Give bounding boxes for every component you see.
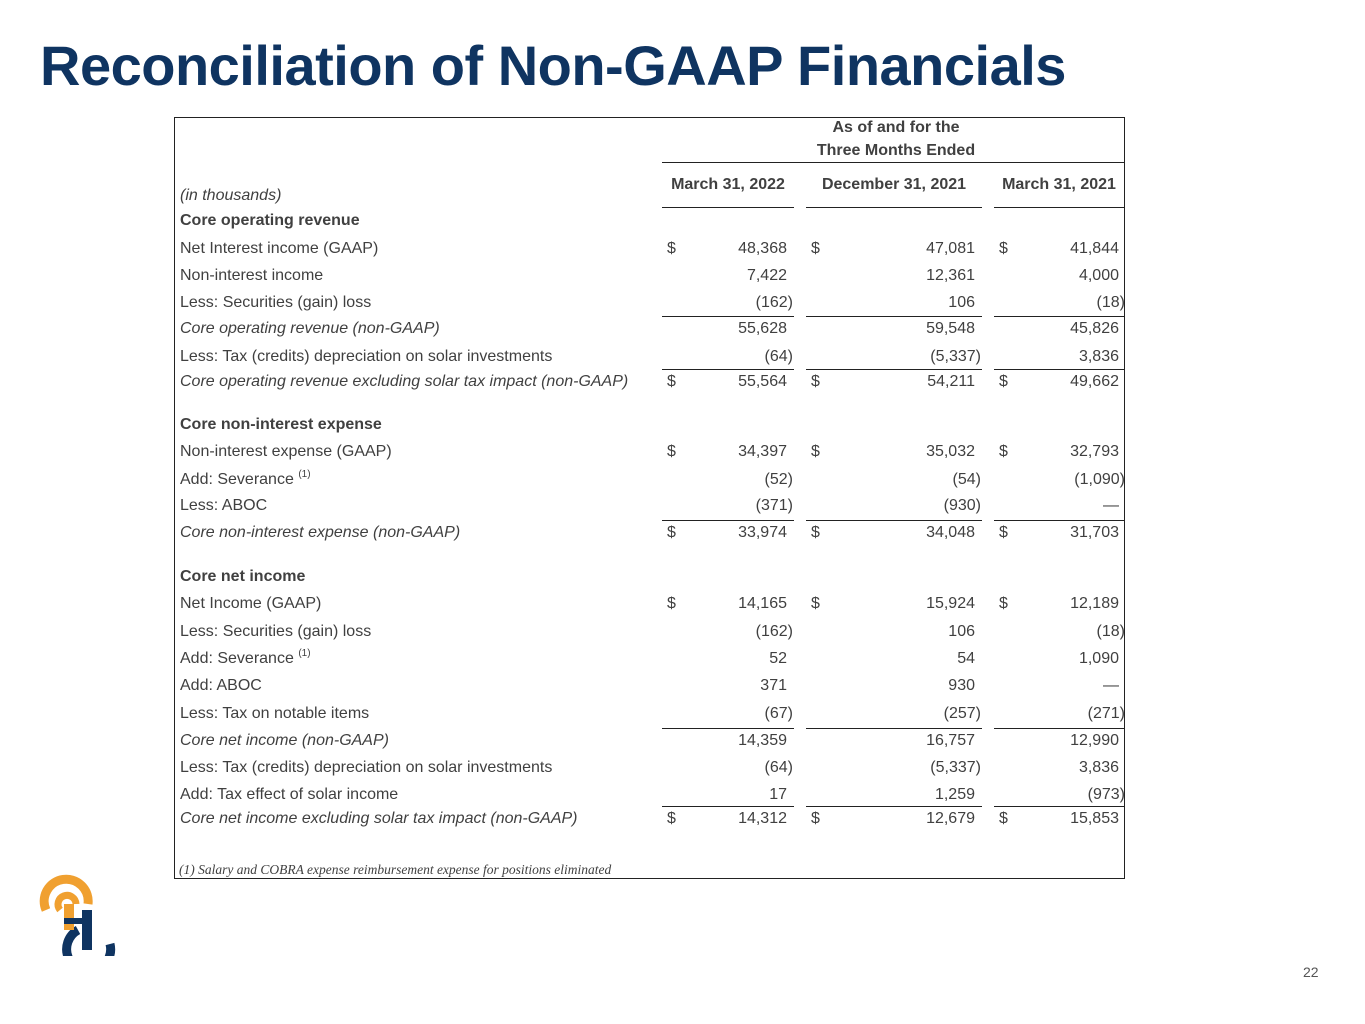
units-label: (in thousands) — [180, 187, 282, 204]
value-cell: (18) — [1096, 294, 1125, 311]
column-header: March 31, 2022 — [671, 176, 785, 193]
section-heading: Core operating revenue — [180, 212, 360, 229]
subtotal-rule — [806, 806, 982, 807]
row-label-text: Less: Securities (gain) loss — [180, 294, 372, 311]
value-cell: 14,312 — [738, 810, 787, 827]
value-cell: 55,628 — [738, 320, 787, 337]
row-label — [180, 241, 378, 257]
dollar-sign: $ — [667, 595, 676, 612]
row-label — [180, 321, 440, 337]
value-cell: (5,337) — [930, 348, 981, 365]
row-label-text: Core net income excluding solar tax impact (non-GAAP) — [180, 810, 578, 827]
dollar-sign: $ — [811, 524, 820, 541]
row-label-text: Add: Severance — [180, 471, 294, 488]
value-cell: 14,359 — [738, 732, 787, 749]
footnote: (1) Salary and COBRA expense reimbursement expense for positions eliminated — [179, 862, 612, 877]
column-group-header: As of and for the — [832, 119, 960, 136]
column-header-rule — [994, 207, 1125, 208]
row-label — [180, 787, 398, 803]
subtotal-rule — [994, 728, 1125, 729]
value-cell: 12,189 — [1070, 595, 1119, 612]
value-cell: 4,000 — [1078, 267, 1119, 284]
row-label — [180, 295, 371, 311]
subtotal-rule — [806, 316, 982, 317]
value-cell: 47,081 — [926, 240, 975, 257]
value-cell: 14,165 — [738, 595, 787, 612]
value-cell: 15,853 — [1070, 810, 1119, 827]
value-cell: 34,048 — [926, 524, 975, 541]
subtotal-rule — [662, 728, 794, 729]
row-label — [180, 811, 578, 827]
subtotal-rule — [994, 316, 1125, 317]
subtotal-rule — [994, 520, 1125, 521]
dollar-sign: $ — [999, 373, 1008, 390]
value-cell: (930) — [943, 497, 981, 514]
row-label — [180, 624, 371, 640]
footnote-marker: (1) — [298, 469, 311, 480]
subtotal-rule — [662, 520, 794, 521]
value-cell: (257) — [943, 705, 981, 722]
row-label-text: Net Interest income (GAAP) — [180, 240, 379, 257]
value-cell: 33,974 — [738, 524, 787, 541]
row-label — [180, 268, 323, 284]
row-label — [180, 525, 460, 541]
value-cell: 106 — [948, 623, 975, 640]
value-cell: 1,259 — [934, 786, 975, 803]
section-heading: Core net income — [180, 568, 306, 585]
dollar-sign: $ — [811, 443, 820, 460]
row-label-text: Add: Severance — [180, 650, 294, 667]
row-label-text: Add: ABOC — [180, 677, 262, 694]
row-label — [180, 498, 267, 514]
column-header: March 31, 2021 — [1002, 176, 1116, 193]
value-cell: (162) — [755, 623, 793, 640]
dollar-sign: $ — [811, 810, 820, 827]
value-cell: 54,211 — [927, 373, 975, 390]
row-label-text: Core net income (non-GAAP) — [180, 732, 389, 749]
subtotal-rule — [994, 806, 1125, 807]
section-heading: Core non-interest expense — [180, 416, 382, 433]
value-cell: 59,548 — [926, 320, 975, 337]
value-cell: 31,703 — [1070, 524, 1119, 541]
row-label-text: Add: Tax effect of solar income — [180, 786, 399, 803]
dollar-sign: $ — [999, 595, 1008, 612]
value-cell: 3,836 — [1078, 348, 1119, 365]
row-label-text: Less: Securities (gain) loss — [180, 623, 372, 640]
dollar-sign: $ — [667, 373, 676, 390]
dollar-sign: $ — [667, 524, 676, 541]
row-label-text: Less: Tax (credits) depreciation on solar investments — [180, 759, 553, 776]
value-cell: 371 — [760, 677, 787, 694]
value-cell: (973) — [1087, 786, 1125, 803]
value-cell: 12,361 — [926, 267, 975, 284]
row-label — [180, 596, 321, 612]
subtotal-rule — [662, 806, 794, 807]
row-label — [180, 469, 311, 488]
row-label — [180, 760, 552, 776]
bank-logo-icon — [38, 874, 120, 956]
value-cell: 41,844 — [1070, 240, 1119, 257]
page-title: Reconciliation of Non-GAAP Financials — [40, 34, 1066, 97]
value-cell: 7,422 — [746, 267, 787, 284]
value-cell: (64) — [764, 759, 793, 776]
value-cell: (5,337) — [930, 759, 981, 776]
subtotal-rule — [994, 369, 1125, 370]
row-label-text: Less: ABOC — [180, 497, 268, 514]
value-cell: (1,090) — [1074, 471, 1125, 488]
subtotal-rule — [806, 520, 982, 521]
value-cell: 12,990 — [1070, 732, 1119, 749]
subtotal-rule — [806, 369, 982, 370]
value-cell: (64) — [764, 348, 793, 365]
column-header-rule — [806, 207, 982, 208]
dollar-sign: $ — [811, 240, 820, 257]
value-cell: 54 — [957, 650, 975, 667]
value-cell: (162) — [755, 294, 793, 311]
row-label-text: Core operating revenue (non-GAAP) — [180, 320, 440, 337]
dollar-sign: $ — [667, 240, 676, 257]
column-header: December 31, 2021 — [821, 176, 967, 193]
row-label-text: Less: Tax on notable items — [180, 705, 370, 722]
value-cell: 34,397 — [738, 443, 787, 460]
subtotal-rule — [662, 316, 794, 317]
dollar-sign: $ — [999, 524, 1008, 541]
value-cell: (54) — [952, 471, 981, 488]
row-label-text: Net Income (GAAP) — [180, 595, 322, 612]
value-cell: — — [1103, 677, 1119, 694]
dollar-sign: $ — [811, 595, 820, 612]
header-group-rule — [662, 162, 1125, 163]
dollar-sign: $ — [667, 810, 676, 827]
row-label — [180, 733, 389, 749]
value-cell: (18) — [1096, 623, 1125, 640]
row-label-text: Core non-interest expense (non-GAAP) — [180, 524, 461, 541]
value-cell: 12,679 — [926, 810, 975, 827]
value-cell: 930 — [948, 677, 975, 694]
value-cell: 3,836 — [1078, 759, 1119, 776]
row-label-text: Less: Tax (credits) depreciation on solar investments — [180, 348, 553, 365]
column-group-header: Three Months Ended — [816, 142, 976, 159]
dollar-sign: $ — [999, 240, 1008, 257]
value-cell: 17 — [769, 786, 787, 803]
row-label — [180, 349, 552, 365]
value-cell: 15,924 — [926, 595, 975, 612]
value-cell: — — [1103, 497, 1119, 514]
row-label — [180, 374, 628, 390]
value-cell: 32,793 — [1070, 443, 1119, 460]
value-cell: 52 — [769, 650, 787, 667]
subtotal-rule — [806, 728, 982, 729]
row-label-text: Non-interest expense (GAAP) — [180, 443, 392, 460]
value-cell: (271) — [1087, 705, 1125, 722]
dollar-sign: $ — [999, 443, 1008, 460]
row-label — [180, 678, 262, 694]
subtotal-rule — [662, 369, 794, 370]
value-cell: 49,662 — [1070, 373, 1119, 390]
value-cell: (52) — [764, 471, 793, 488]
row-label — [180, 648, 311, 667]
value-cell: 1,090 — [1078, 650, 1119, 667]
row-label — [180, 444, 392, 460]
row-label-text: Core operating revenue excluding solar tax impact (non-GAAP) — [180, 373, 629, 390]
row-label-text: Non-interest income — [180, 267, 324, 284]
value-cell: 16,757 — [926, 732, 975, 749]
footnote-marker: (1) — [298, 648, 311, 659]
dollar-sign: $ — [667, 443, 676, 460]
value-cell: 48,368 — [738, 240, 787, 257]
value-cell: 45,826 — [1070, 320, 1119, 337]
column-header-rule — [662, 207, 794, 208]
value-cell: (67) — [764, 705, 793, 722]
value-cell: 55,564 — [738, 373, 787, 390]
value-cell: (371) — [755, 497, 793, 514]
value-cell: 35,032 — [926, 443, 975, 460]
page-number: 22 — [1303, 964, 1319, 980]
dollar-sign: $ — [999, 810, 1008, 827]
dollar-sign: $ — [811, 373, 820, 390]
row-label — [180, 706, 369, 722]
value-cell: 106 — [948, 294, 975, 311]
